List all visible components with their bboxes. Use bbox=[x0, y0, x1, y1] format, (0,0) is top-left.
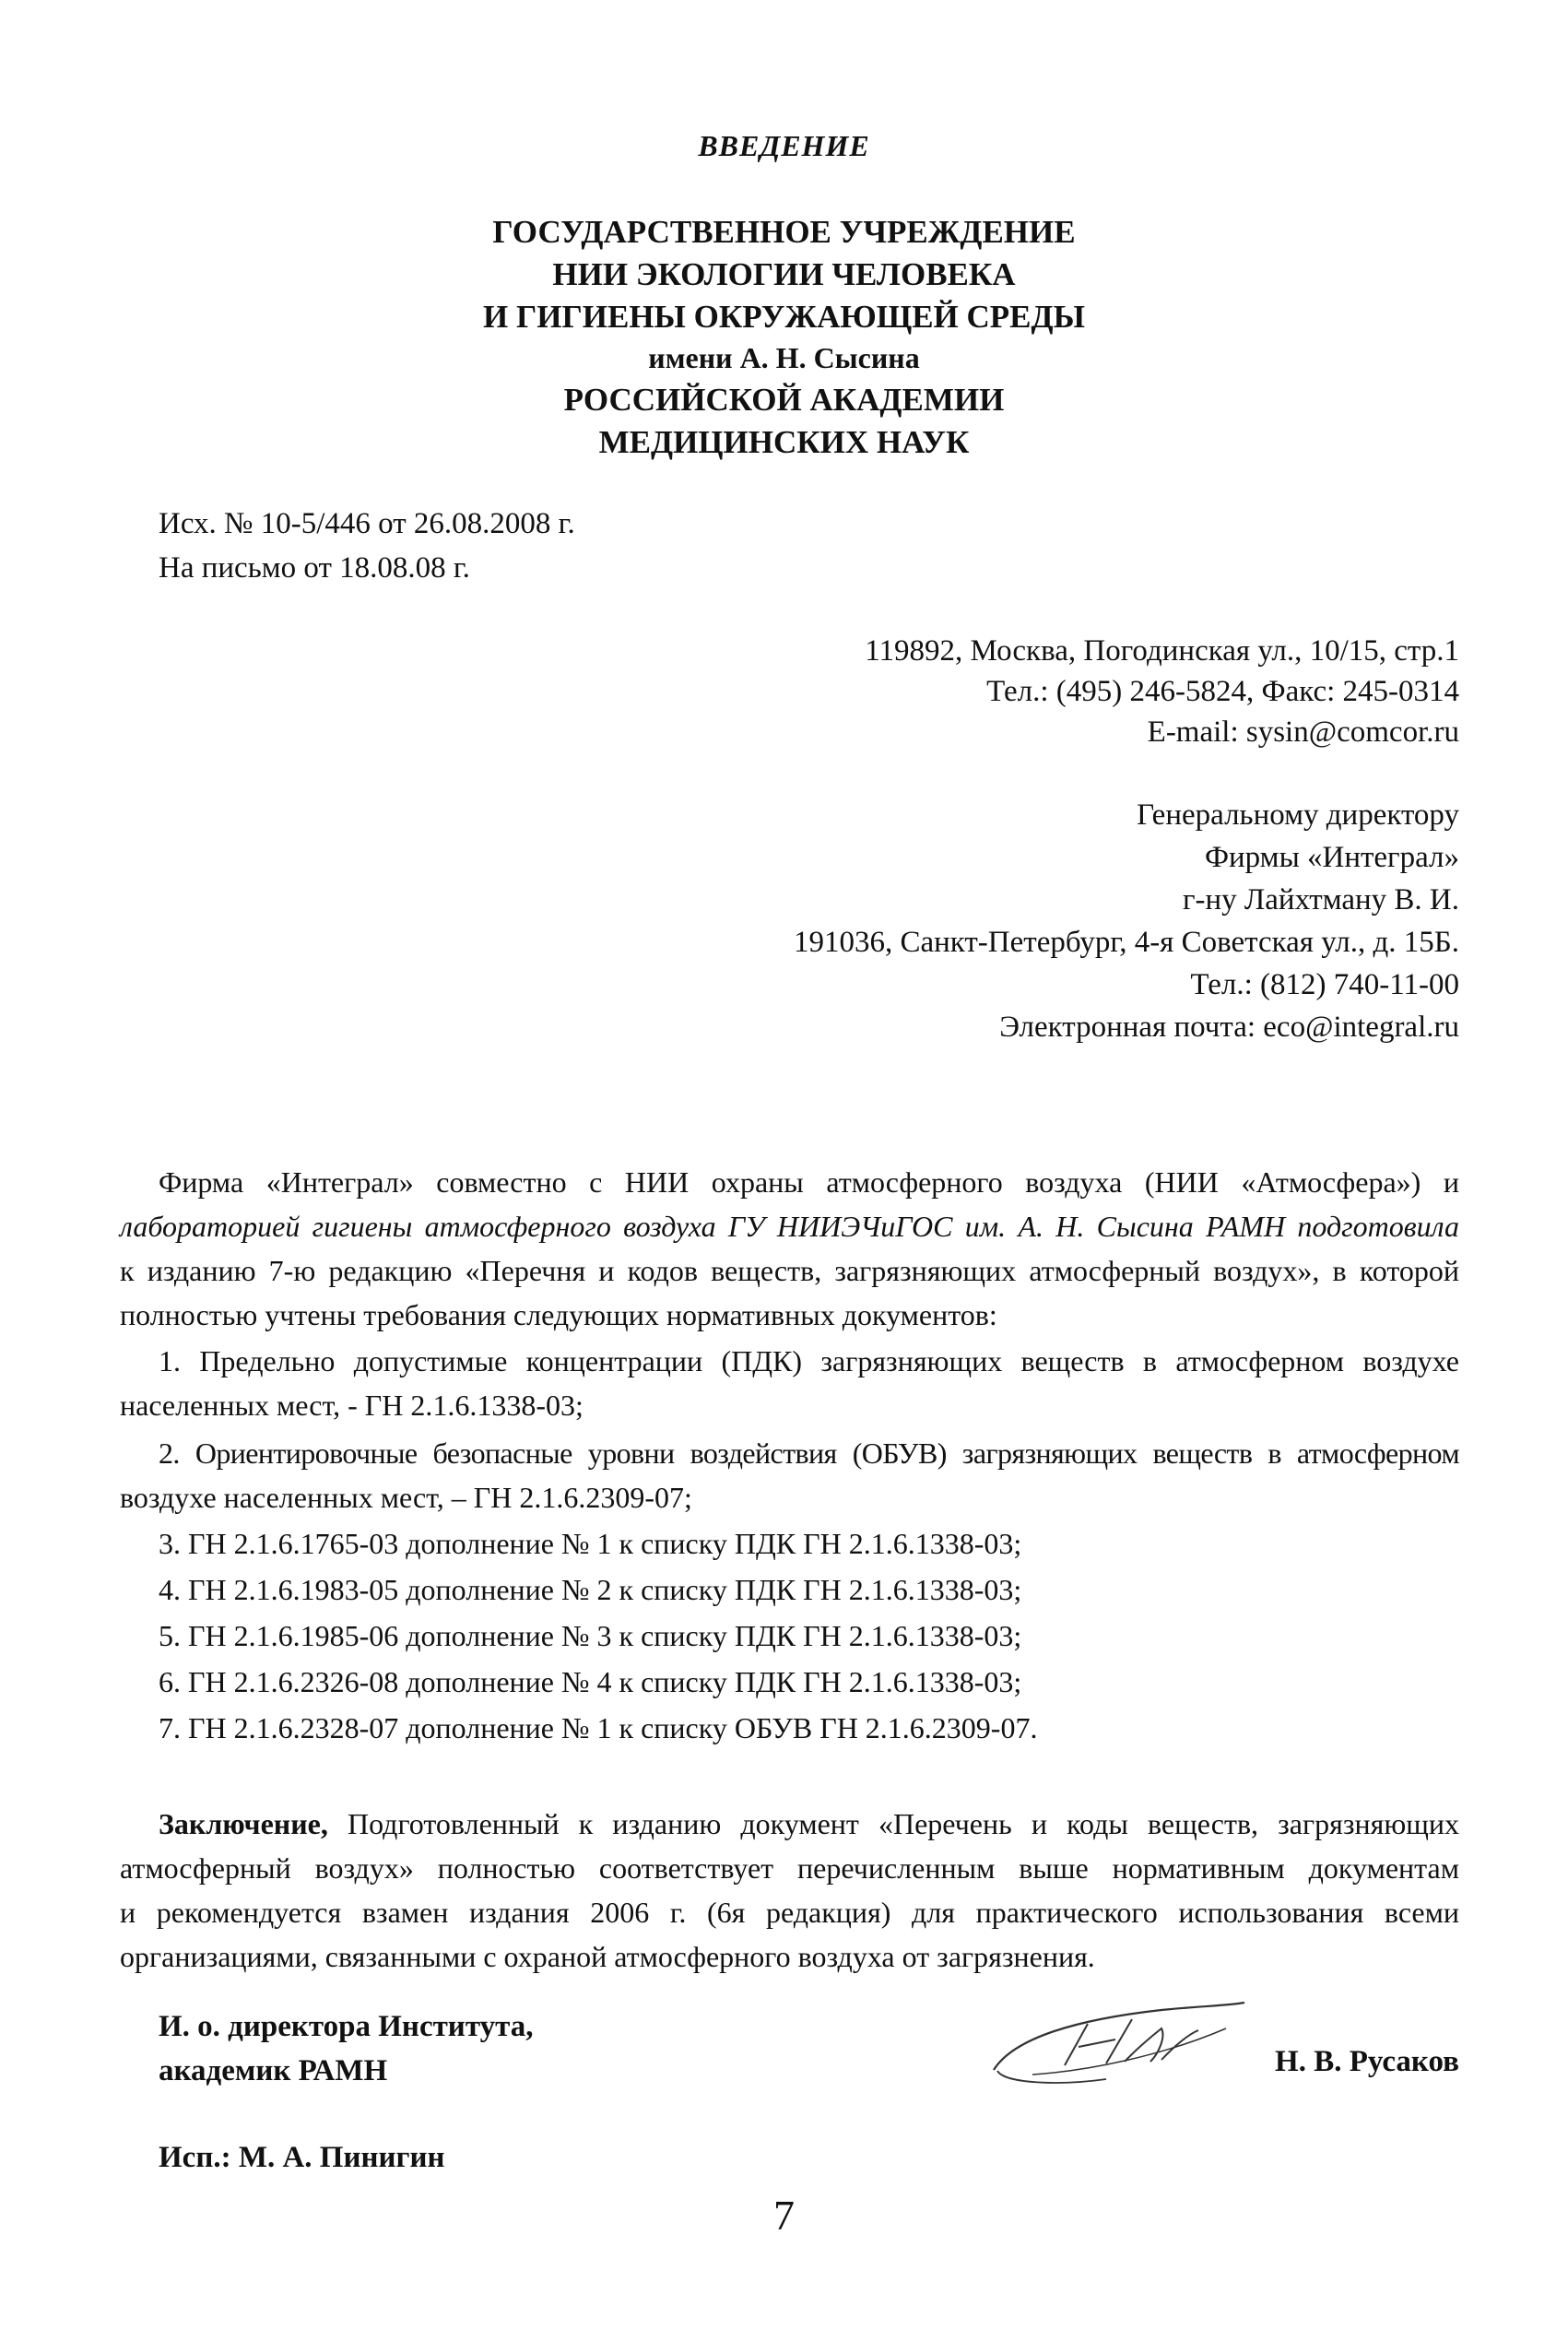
sender-address: 119892, Москва, Погодинская ул., 10/15, стр.1 bbox=[865, 634, 1459, 668]
intro-line-4: полностью учтены требования следующих нормативных документов: bbox=[120, 1298, 997, 1331]
handwritten-signature bbox=[977, 1982, 1254, 2093]
list-item-5: 5. ГН 2.1.6.1985-06 дополнение № 3 к списку ПДК ГН 2.1.6.1338-03; bbox=[159, 1619, 1022, 1652]
section-title: ВВЕДЕНИЕ bbox=[698, 129, 870, 162]
list-item-7: 7. ГН 2.1.6.2328-07 дополнение № 1 к списку ОБУВ ГН 2.1.6.2309-07. bbox=[159, 1711, 1038, 1744]
page-number: 7 bbox=[773, 2192, 795, 2239]
conclusion-label: Заключение, bbox=[159, 1807, 328, 1840]
executor: Исп.: М. А. Пинигин bbox=[159, 2141, 445, 2174]
institution-line-4: имени А. Н. Сысина bbox=[648, 341, 920, 374]
list-item-3: 3. ГН 2.1.6.1765-03 дополнение № 1 к списку ПДК ГН 2.1.6.1338-03; bbox=[159, 1527, 1022, 1560]
intro-line-3: к изданию 7-ю редакцию «Перечня и кодов веществ, загрязняющих атмосферный воздух», в которой bbox=[120, 1254, 1459, 1287]
intro-line-1: Фирма «Интеграл» совместно с НИИ охраны атмосферного воздуха (НИИ «Атмосфера») и bbox=[159, 1165, 1459, 1199]
institution-line-6: МЕДИЦИНСКИХ НАУК bbox=[598, 424, 970, 460]
recipient-email: Электронная почта: eco@integral.ru bbox=[999, 1011, 1459, 1044]
institution-line-5: РОССИЙСКОЙ АКАДЕМИИ bbox=[563, 382, 1005, 418]
institution-line-2: НИИ ЭКОЛОГИИ ЧЕЛОВЕКА bbox=[552, 256, 1016, 292]
conclusion-line-3: и рекомендуется взамен издания 2006 г. (6я редакция) для практического использования всеми bbox=[120, 1896, 1459, 1929]
conclusion-line-1 bbox=[159, 1805, 1459, 1842]
recipient-phone: Тел.: (812) 740-11-00 bbox=[1190, 968, 1459, 1001]
list-item-2-line-1: 2. Ориентировочные безопасные уровни воздействия (ОБУВ) загрязняющих веществ в атмосферном bbox=[159, 1437, 1459, 1470]
list-item-1-line-1: 1. Предельно допустимые концентрации (ПДК) загрязняющих веществ в атмосферном воздухе bbox=[159, 1344, 1459, 1377]
signatory-position-line-1: И. о. директора Института, bbox=[159, 2010, 534, 2043]
intro-line-2: лабораторией гигиены атмосферного воздуха ГУ НИИЭЧиГОС им. А. Н. Сысина РАМН подготовила bbox=[120, 1210, 1459, 1243]
sender-email: E-mail: sysin@comcor.ru bbox=[1147, 715, 1459, 749]
recipient-company: Фирмы «Интеграл» bbox=[1204, 841, 1459, 874]
signatory-position-line-2: академик РАМН bbox=[159, 2054, 388, 2087]
recipient-name: г-ну Лайхтману В. И. bbox=[1182, 883, 1459, 916]
list-item-6: 6. ГН 2.1.6.2326-08 дополнение № 4 к списку ПДК ГН 2.1.6.1338-03; bbox=[159, 1665, 1022, 1698]
reply-reference: На письмо от 18.08.08 г. bbox=[159, 551, 470, 585]
signer-name: Н. В. Русаков bbox=[1275, 2045, 1459, 2078]
sender-phone-fax: Тел.: (495) 246-5824, Факс: 245-0314 bbox=[986, 675, 1459, 708]
conclusion-line-4: организациями, связанными с охраной атмосферного воздуха от загрязнения. bbox=[120, 1940, 1095, 1973]
institution-line-1: ГОСУДАРСТВЕННОЕ УЧРЕЖДЕНИЕ bbox=[492, 214, 1076, 250]
conclusion-line-2: атмосферный воздух» полностью соответствует перечисленным выше нормативным документам bbox=[120, 1851, 1459, 1885]
list-item-1-line-2: населенных мест, - ГН 2.1.6.1338-03; bbox=[120, 1389, 584, 1422]
recipient-address: 191036, Санкт-Петербург, 4-я Советская ул., д. 15Б. bbox=[793, 926, 1459, 959]
list-item-2-line-2: воздухе населенных мест, – ГН 2.1.6.2309-07; bbox=[120, 1481, 692, 1514]
list-item-4: 4. ГН 2.1.6.1983-05 дополнение № 2 к списку ПДК ГН 2.1.6.1338-03; bbox=[159, 1573, 1022, 1606]
recipient-title: Генеральному директору bbox=[1137, 798, 1459, 832]
institution-line-3: И ГИГИЕНЫ ОКРУЖАЮЩЕЙ СРЕДЫ bbox=[483, 299, 1085, 335]
outgoing-reference: Исх. № 10-5/446 от 26.08.2008 г. bbox=[159, 507, 575, 540]
conclusion-line-1-text: Подготовленный к изданию документ «Перечень и коды веществ, загрязняющих bbox=[347, 1807, 1460, 1840]
